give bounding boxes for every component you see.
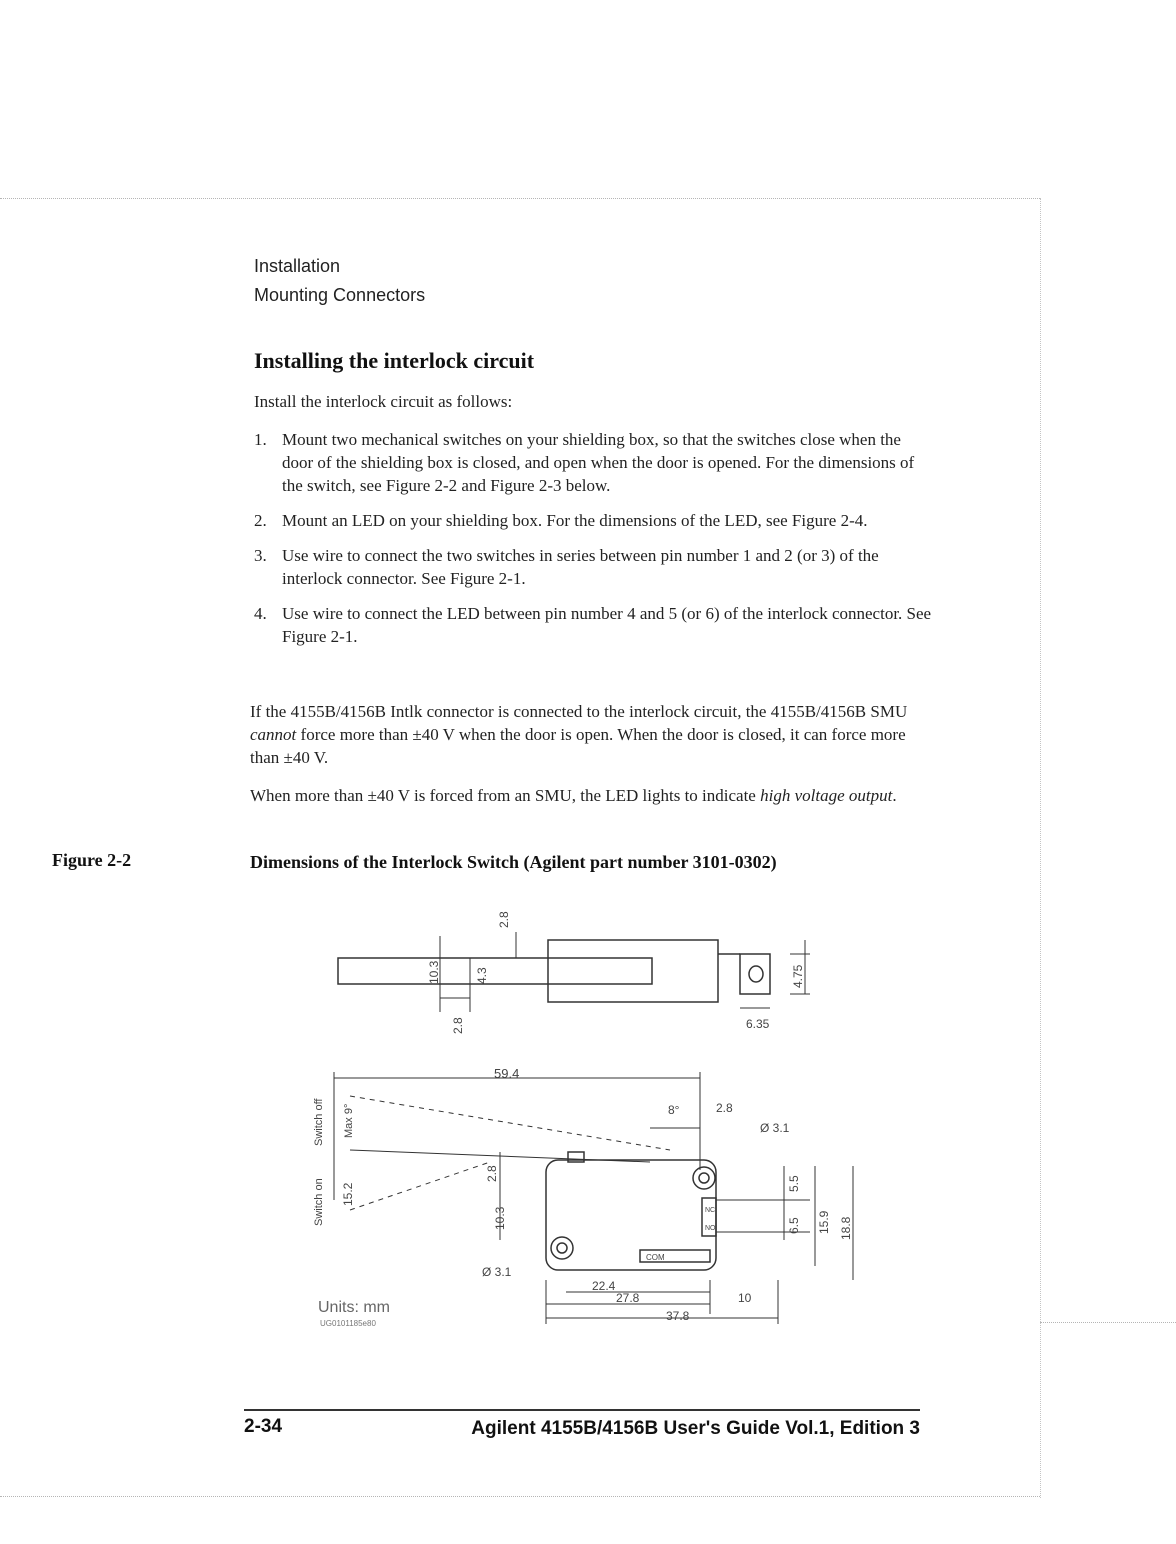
dim-label: 27.8 xyxy=(616,1291,640,1305)
scan-border-right xyxy=(1040,198,1041,1498)
dim-label: 2.8 xyxy=(716,1101,733,1115)
dim-label: 10.3 xyxy=(493,1206,507,1230)
mounting-hole-top xyxy=(693,1167,715,1189)
dim-label: 10 xyxy=(738,1291,752,1305)
switch-off-label: Switch off xyxy=(313,1098,325,1146)
dim-label: 2.8 xyxy=(451,1017,465,1034)
dim-label: 15.2 xyxy=(341,1182,355,1206)
list-item: 4. Use wire to connect the LED between pin number 4 and 5 (or 6) of the interlock connector. See Figure 2-1. xyxy=(254,604,932,646)
dim-label: 2.8 xyxy=(497,911,511,928)
dim-label: 18.8 xyxy=(839,1216,853,1240)
scan-border-top xyxy=(0,198,1040,199)
running-header-section: Installation xyxy=(254,256,341,276)
dim-label: 4.3 xyxy=(475,967,489,984)
terminal-label-com: COM xyxy=(646,1253,665,1262)
dim-label: 2.8 xyxy=(485,1165,499,1182)
actuator-lever xyxy=(338,958,652,984)
terminal-hole xyxy=(749,966,763,982)
units-label: Units: mm xyxy=(318,1299,390,1316)
figure-code: UG0101185e80 xyxy=(320,1319,376,1328)
footer-rule xyxy=(244,1409,920,1411)
figure-label: Figure 2-2 xyxy=(52,850,132,870)
dim-label: 5.5 xyxy=(787,1175,801,1192)
dim-label: 4.75 xyxy=(791,964,805,988)
list-item: 3. Use wire to connect the two switches in series between pin number 1 and 2 (or 3) of the interlock connector. See Figure 2-1. xyxy=(254,546,879,588)
dim-label: 59.4 xyxy=(494,1066,520,1081)
dim-label: 10.3 xyxy=(427,960,441,984)
page-number: 2-34 xyxy=(244,1416,283,1437)
interlock-paragraph: If the 4155B/4156B Intlk connector is connected to the interlock circuit, the 4155B/4156B SMU cannot force more than ±40 V when the door is open. When the door is closed, it can force more than ±40 V. xyxy=(250,702,908,767)
footer-title: Agilent 4155B/4156B User's Guide Vol.1, Edition 3 xyxy=(471,1418,920,1439)
dim-label: Ø 3.1 xyxy=(482,1265,512,1279)
terminal-tab xyxy=(740,954,770,994)
figure-caption: Dimensions of the Interlock Switch (Agilent part number 3101-0302) xyxy=(250,852,777,872)
led-paragraph: When more than ±40 V is forced from an SMU, the LED lights to indicate high voltage output. xyxy=(250,786,897,805)
max-angle-label: Max 9° xyxy=(343,1103,355,1138)
section-heading: Installing the interlock circuit xyxy=(254,348,535,373)
mounting-hole-bottom xyxy=(551,1237,573,1259)
dim-label: Ø 3.1 xyxy=(760,1121,790,1135)
dim-label: 37.8 xyxy=(666,1309,690,1323)
scan-border-bottom xyxy=(0,1496,1040,1497)
dim-label: 15.9 xyxy=(817,1210,831,1234)
dim-label: 8° xyxy=(668,1103,680,1117)
dim-label: 6.5 xyxy=(787,1217,801,1234)
dim-label: 22.4 xyxy=(592,1279,616,1293)
running-header-subsection: Mounting Connectors xyxy=(254,285,426,305)
switch-body-top-view xyxy=(548,940,718,1002)
list-item: 1. Mount two mechanical switches on your shielding box, so that the switches close when the door of the shielding box is closed, and open when the door is opened. For the dimensions of the switch, see Figure 2-2 and Figure 2-3 below. xyxy=(254,430,915,495)
list-item: 2. Mount an LED on your shielding box. For the dimensions of the LED, see Figure 2-4. xyxy=(254,511,868,530)
interlock-switch-drawing xyxy=(290,900,880,1340)
steps-list xyxy=(254,428,934,660)
scan-border-right-tick xyxy=(1040,1322,1176,1323)
terminal-label-no: NO xyxy=(705,1225,716,1232)
terminal-label-nc: NC xyxy=(705,1207,716,1214)
switch-on-label: Switch on xyxy=(313,1178,325,1226)
intro-text: Install the interlock circuit as follows: xyxy=(254,392,513,411)
dim-label: 6.35 xyxy=(746,1017,770,1031)
